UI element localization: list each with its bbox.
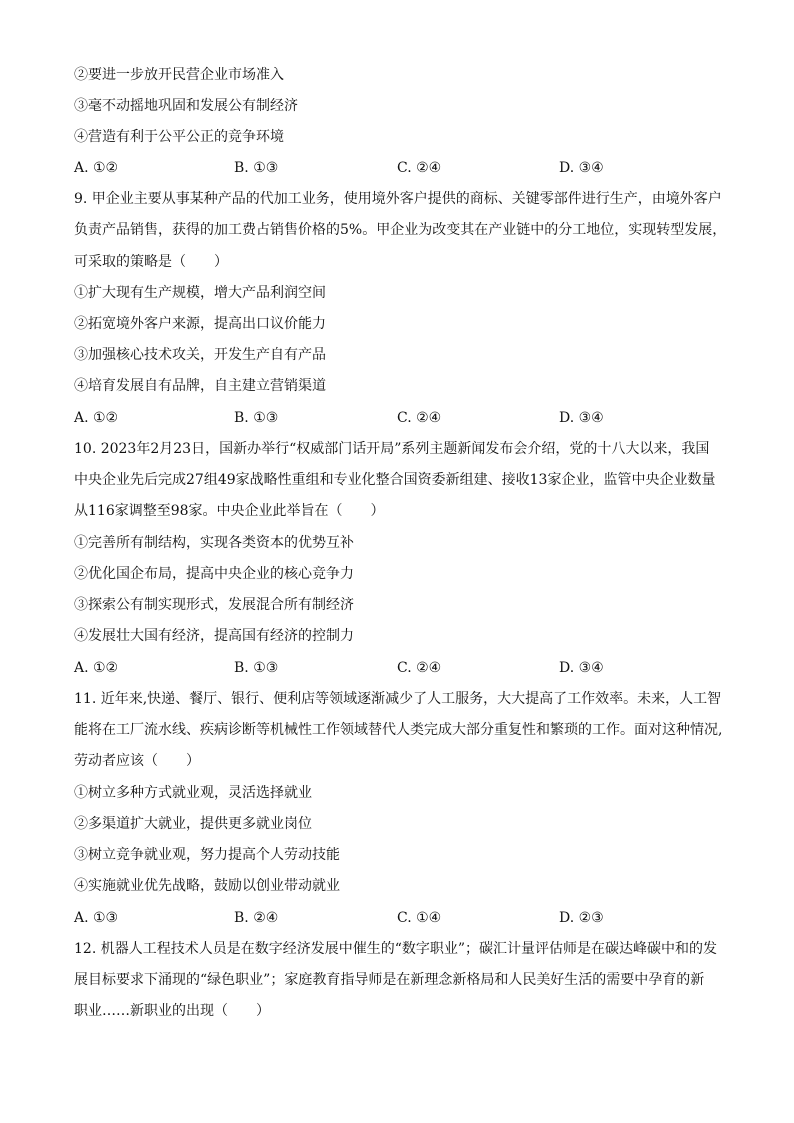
text-line: ③探索公有制实现形式，发展混合所有制经济: [74, 597, 354, 613]
question-11-line: 11. 近年来,快递、餐厅、银行、便利店等领域逐渐减少了人工服务，大大提高了工作效率。未来，人工智: [74, 691, 722, 707]
text-line: ④实施就业优先战略，鼓励以创业带动就业: [74, 878, 340, 894]
text-line: ①扩大现有生产规模，增大产品利润空间: [74, 285, 326, 301]
text-line: ①树立多种方式就业观，灵活选择就业: [74, 785, 312, 801]
option-a: A. ①②: [74, 410, 119, 426]
option-b: B. ①③: [234, 160, 279, 176]
text-line: ②要进一步放开民营企业市场准入: [74, 67, 284, 83]
text-line: ②多渠道扩大就业，提供更多就业岗位: [74, 816, 312, 832]
option-b: B. ②④: [234, 910, 279, 926]
option-c: C. ②④: [397, 660, 442, 676]
answer-options: [74, 408, 734, 428]
option-a: A. ①②: [74, 160, 119, 176]
question-12-line: 展目标要求下涌现的“绿色职业”；家庭教育指导师是在新理念新格局和人民美好生活的需要中孕育的新: [74, 972, 705, 988]
question-9-line: 负责产品销售，获得的加工费占销售价格的5%。甲企业为改变其在产业链中的分工地位，实现转型发展，: [74, 222, 727, 238]
option-d: D. ③④: [559, 660, 604, 676]
question-9-line: 可采取的策略是（ ）: [74, 254, 228, 270]
question-12-line: 职业……新职业的出现（ ）: [74, 1003, 270, 1019]
text-line: ③树立竞争就业观，努力提高个人劳动技能: [74, 847, 340, 863]
option-b: B. ①③: [234, 410, 279, 426]
text-line: ①完善所有制结构，实现各类资本的优势互补: [74, 535, 354, 551]
option-d: D. ②③: [559, 910, 604, 926]
text-line: ④培育发展自有品牌，自主建立营销渠道: [74, 378, 326, 394]
option-a: A. ①②: [74, 660, 119, 676]
option-d: D. ③④: [559, 160, 604, 176]
question-11-line: 能将在工厂流水线、疾病诊断等机械性工作领域替代人类完成大部分重复性和繁琐的工作。面对这种情况,: [74, 722, 723, 738]
text-line: ③毫不动摇地巩固和发展公有制经济: [74, 98, 298, 114]
option-c: C. ②④: [397, 410, 442, 426]
question-10-line: 中央企业先后完成27组49家战略性重组和专业化整合国资委新组建、接收13家企业，监管中央企业数量: [74, 472, 716, 488]
text-line: ②拓宽境外客户来源，提高出口议价能力: [74, 316, 326, 332]
answer-options: [74, 908, 734, 928]
text-line: ②优化国企布局，提高中央企业的核心竞争力: [74, 566, 354, 582]
text-line: ③加强核心技术攻关，开发生产自有产品: [74, 347, 326, 363]
question-10-line: 从116家调整至98家。中央企业此举旨在（ ）: [74, 503, 385, 519]
question-9-line: 9. 甲企业主要从事某种产品的代加工业务，使用境外客户提供的商标、关键零部件进行生产，由境外客户: [74, 191, 722, 207]
option-c: C. ②④: [397, 160, 442, 176]
answer-options: [74, 658, 734, 678]
question-11-line: 劳动者应该（ ）: [74, 753, 200, 769]
text-line: ④发展壮大国有经济，提高国有经济的控制力: [74, 628, 354, 644]
question-10-line: 10. 2023年2月23日，国新办举行“权威部门话开局”系列主题新闻发布会介绍，党的十八大以来，我国: [74, 441, 710, 457]
option-b: B. ①③: [234, 660, 279, 676]
text-line: ④营造有利于公平公正的竞争环境: [74, 129, 284, 145]
question-12-line: 12. 机器人工程技术人员是在数字经济发展中催生的“数字职业”；碳汇计量评估师是在碳达峰碳中和的发: [74, 941, 718, 957]
option-a: A. ①③: [74, 910, 119, 926]
option-c: C. ①④: [397, 910, 442, 926]
option-d: D. ③④: [559, 410, 604, 426]
answer-options: [74, 158, 734, 178]
